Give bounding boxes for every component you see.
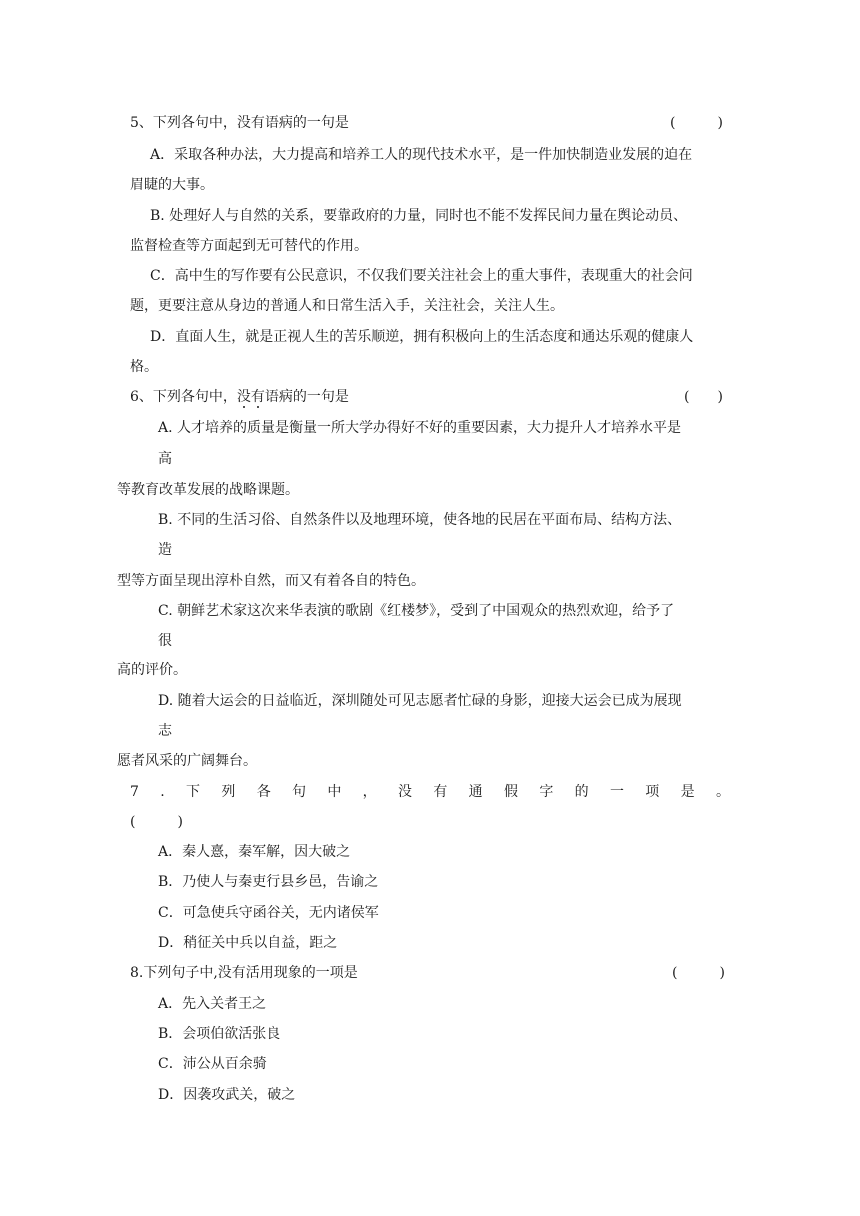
q8-stem: 8.下列句子中,没有活用现象的一项是: [130, 965, 358, 981]
q6-option-d: D. 随着大运会的日益临近，深圳随处可见志愿者忙碌的身影，迎接大运会已成为展现: [158, 693, 682, 709]
q7-stem-char: 。: [715, 784, 730, 800]
q7-stem-char: 各: [256, 784, 271, 800]
q7-stem: [130, 782, 730, 802]
q7-stem-char: ，: [362, 784, 377, 800]
q7-stem-char: 中: [327, 784, 342, 800]
q8-option-d: D．因袭攻武关，破之: [158, 1087, 296, 1103]
q5-option-b-cont: 监督检查等方面起到无可替代的作用。: [130, 238, 368, 254]
q5-answer-paren: ( ): [670, 115, 723, 131]
q8-option-c: C．沛公从百余骑: [158, 1056, 267, 1072]
q7-stem-char: 字: [539, 784, 554, 800]
q6-option-c-cont: 高的评价。: [117, 662, 187, 678]
q5-option-d: D．直面人生，就是正视人生的苦乐顺逆，拥有积极向上的生活态度和通达乐观的健康人: [150, 329, 694, 345]
q7-stem-char: 假: [503, 784, 518, 800]
q8-option-a: A．先入关者王之: [158, 996, 267, 1012]
q7-option-a: A．秦人憙，秦军解，因大破之: [158, 844, 351, 860]
q7-stem-char: 一: [609, 784, 624, 800]
q6-option-b: B. 不同的生活习俗、自然条件以及地理环境，使各地的民居在平面布局、结构方法、: [158, 512, 682, 528]
q7-stem-char: 通: [468, 784, 483, 800]
q7-stem-char: 项: [645, 784, 660, 800]
q6-stem-dot-1: 没: [236, 389, 251, 405]
q5-option-d-cont: 格。: [130, 359, 158, 375]
q6-option-a-cont: 等教育改革发展的战略课题。: [117, 482, 299, 498]
q6-stem: [130, 387, 349, 407]
q8-answer-paren: ( ): [672, 965, 725, 981]
q6-option-c-wrap: 很: [158, 633, 172, 649]
q5-option-c: C．高中生的写作要有公民意识，不仅我们要关注社会上的重大事件，表现重大的社会问: [150, 268, 693, 284]
q6-option-d-cont: 愿者风采的广阔舞台。: [117, 753, 257, 769]
q6-option-a: A. 人才培养的质量是衡量一所大学办得好不好的重要因素，大力提升人才培养水平是: [158, 420, 682, 436]
q7-stem-char: 是: [680, 784, 695, 800]
q7-option-c: C．可急使兵守函谷关，无内诸侯军: [158, 905, 379, 921]
q7-stem-char: 下: [186, 784, 201, 800]
q6-stem-emphasis: [237, 389, 265, 405]
q6-option-c: C. 朝鲜艺术家这次来华表演的歌剧《红楼梦》，受到了中国观众的热烈欢迎，给予了: [158, 603, 675, 619]
q7-stem-char: 7: [130, 784, 139, 800]
q6-option-b-cont: 型等方面呈现出淳朴自然，而又有着各自的特色。: [117, 573, 425, 589]
q6-option-d-wrap: 志: [158, 723, 172, 739]
q5-stem: 5、下列各句中，没有语病的一句是: [130, 115, 349, 131]
q7-option-b: B．乃使人与秦吏行县乡邑，告谕之: [158, 874, 379, 890]
q5-option-a-cont: 眉睫的大事。: [130, 177, 214, 193]
q5-option-b: B. 处理好人与自然的关系，要靠政府的力量，同时也不能不发挥民间力量在舆论动员、: [150, 208, 688, 224]
q5-option-c-cont: 题，更要注意从身边的普通人和日常生活入手，关注社会，关注人生。: [130, 298, 564, 314]
q8-option-b: B．会项伯欲活张良: [158, 1026, 281, 1042]
q7-stem-char: 句: [292, 784, 307, 800]
q7-stem-char: 列: [221, 784, 236, 800]
q6-answer-paren: ( ): [684, 389, 723, 405]
q6-option-b-wrap: 造: [158, 542, 172, 558]
q6-stem-post: 语病的一句是: [264, 389, 349, 405]
q6-stem-pre: 6、下列各句中，: [130, 389, 237, 405]
q6-option-a-wrap: 高: [158, 451, 172, 467]
q7-stem-char: 没: [398, 784, 412, 800]
q7-option-d: D．稍征关中兵以自益，距之: [158, 935, 338, 951]
q7-stem-char: .: [160, 784, 165, 800]
q7-stem-char: 的: [574, 784, 589, 800]
q7-stem-char: 有: [433, 784, 448, 800]
q5-option-a: A．采取各种办法，大力提高和培养工人的现代技术水平，是一件加快制造业发展的迫在: [150, 147, 693, 163]
q7-answer-paren: ( ): [130, 814, 183, 830]
q6-stem-dot-2: 有: [250, 389, 265, 405]
